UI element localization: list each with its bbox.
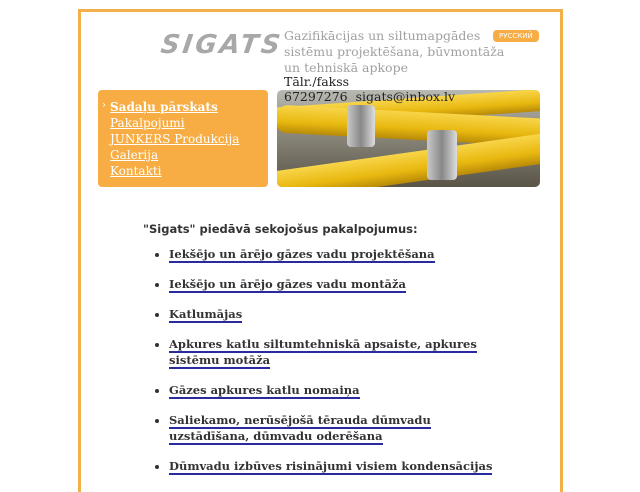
- menu-link[interactable]: Sadaļu pārskats: [110, 100, 218, 114]
- chevron-right-icon: ›: [102, 100, 106, 111]
- service-link[interactable]: Katlumājas: [169, 307, 243, 321]
- list-item: [169, 412, 503, 444]
- tagline: Gazifikācijas un siltumapgādes sistēmu projektēšana, būvmontāža un tehniskā apkope: [284, 28, 505, 75]
- service-link[interactable]: Saliekamo, nerūsējošā tērauda dūmvadu uzstādīšana, dūmvadu oderēšana: [169, 413, 431, 443]
- main-content: [143, 222, 503, 488]
- main-menu: [98, 90, 268, 187]
- menu-link[interactable]: Kontakti: [110, 164, 162, 178]
- phone-label: Tālr./fakss: [284, 74, 350, 89]
- email: sigats@inbox.lv: [355, 89, 456, 104]
- intro-text: "Sigats" piedāvā sekojošus pakalpojumus:: [143, 222, 418, 236]
- list-item: [169, 246, 503, 262]
- service-link[interactable]: Dūmvadu izbūves risinājumi visiem kondensācijas: [169, 459, 493, 473]
- logo: SIGATS: [158, 30, 285, 60]
- service-link[interactable]: Iekšējo un ārējo gāzes vadu projektēšana: [169, 247, 435, 261]
- page-frame: [78, 9, 563, 492]
- menu-item-gallery[interactable]: [110, 147, 268, 163]
- services-list: [143, 246, 503, 474]
- language-russian-button[interactable]: РУССКИЙ: [493, 30, 539, 42]
- menu-link[interactable]: Pakalpojumi: [110, 116, 185, 130]
- header-photo-gas-pipes: [277, 90, 540, 187]
- service-link[interactable]: Iekšējo un ārējo gāzes vadu montāža: [169, 277, 406, 291]
- contact-info: [284, 74, 463, 104]
- list-item: [169, 306, 503, 322]
- service-link[interactable]: Gāzes apkures katlu nomaiņa: [169, 383, 360, 397]
- menu-link[interactable]: Galerija: [110, 148, 159, 162]
- list-item: [169, 382, 503, 398]
- service-link[interactable]: Apkures katlu siltumtehniskā apsaiste, apkures sistēmu motāža: [169, 337, 477, 367]
- list-item: [169, 276, 503, 292]
- phone-number: 67297276: [284, 89, 348, 104]
- list-item: [169, 458, 503, 474]
- menu-item-junkers[interactable]: [110, 131, 268, 147]
- menu-item-overview[interactable]: [110, 99, 268, 115]
- menu-item-contacts[interactable]: [110, 163, 268, 179]
- list-item: [169, 336, 503, 368]
- menu-link[interactable]: JUNKERS Produkcija: [110, 132, 240, 146]
- menu-item-services[interactable]: [110, 115, 268, 131]
